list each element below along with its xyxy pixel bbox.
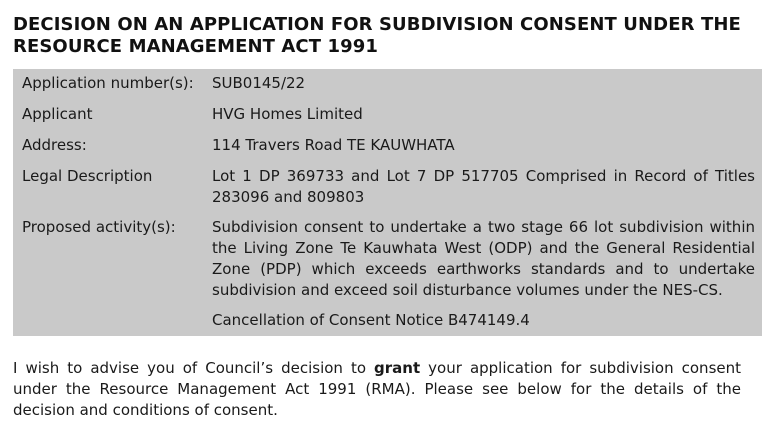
application-number-label: Application number(s):	[22, 74, 194, 92]
address-value: 114 Travers Road TE KAUWHATA	[212, 136, 455, 154]
decision-text-after: your application for subdivision consent under the Resource Management Act 1991 (RMA). Please see below for the details of the decision and conditions of consent.	[13, 359, 741, 419]
application-number-value: SUB0145/22	[212, 74, 306, 92]
applicant-label: Applicant	[22, 105, 93, 123]
proposed-activity-value: Subdivision consent to undertake a two stage 66 lot subdivision within the Living Zone Te Kauwhata West (ODP) and the General Residential Zone (PDP) which exceeds earthworks standards and to undertake subdivision and exceed soil disturbance volumes under the NES-CS.	[212, 218, 755, 299]
applicant-value: HVG Homes Limited	[212, 105, 363, 123]
decision-emphasis: grant	[374, 359, 421, 377]
address-label: Address:	[22, 136, 87, 154]
proposed-activity-label: Proposed activity(s):	[22, 218, 176, 236]
legal-description-label: Legal Description	[22, 167, 153, 185]
application-details-table	[13, 69, 762, 336]
document-heading: DECISION ON AN APPLICATION FOR SUBDIVISION CONSENT UNDER THE RESOURCE MANAGEMENT ACT 1991	[13, 14, 741, 57]
proposed-activity-extra: Cancellation of Consent Notice B474149.4	[212, 311, 530, 329]
legal-description-value: Lot 1 DP 369733 and Lot 7 DP 517705 Comprised in Record of Titles 283096 and 809803	[212, 167, 755, 206]
decision-paragraph	[13, 358, 741, 421]
decision-text-before: I wish to advise you of Council’s decision to	[13, 359, 375, 377]
